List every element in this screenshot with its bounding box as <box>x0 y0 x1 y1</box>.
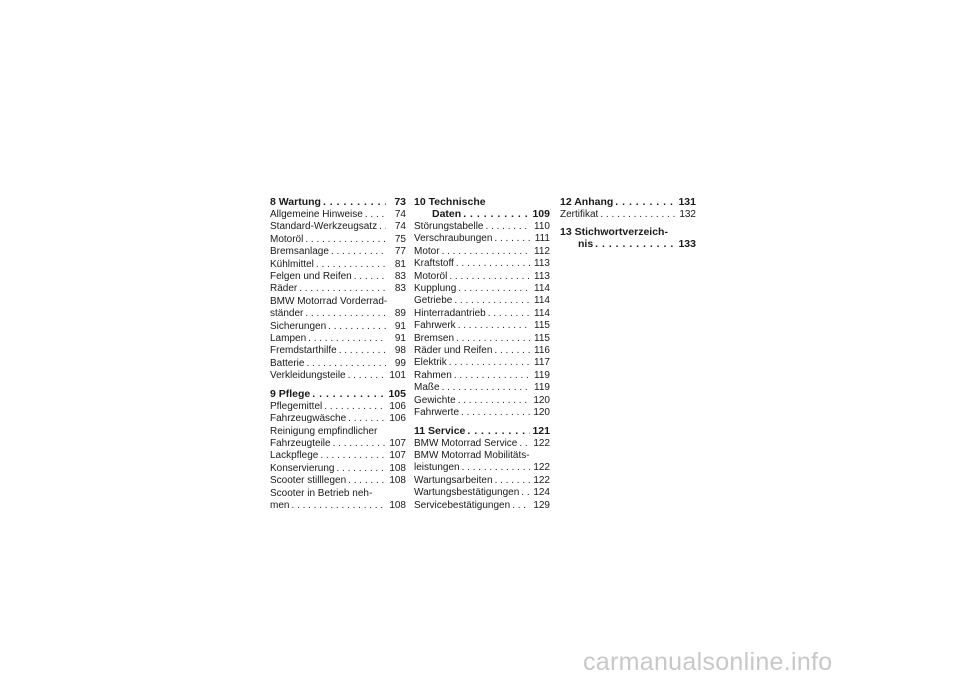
toc-label: Störungstabelle <box>414 221 484 232</box>
toc-entry[interactable] <box>414 475 550 487</box>
toc-entry[interactable] <box>414 271 550 283</box>
toc-leader-dots <box>600 209 676 221</box>
toc-leader-dots <box>467 425 530 437</box>
toc-entry[interactable] <box>270 488 406 513</box>
toc-entry[interactable] <box>414 283 550 295</box>
toc-leader-dots <box>512 500 530 512</box>
toc-leader-dots <box>463 208 530 220</box>
toc-row <box>270 221 406 233</box>
toc-row <box>414 407 550 419</box>
toc-leader-dots <box>442 246 530 258</box>
toc-entry[interactable] <box>414 221 550 233</box>
toc-row <box>270 450 406 462</box>
toc-entry[interactable] <box>270 321 406 333</box>
toc-label: Fahrzeugwäsche <box>270 413 347 425</box>
toc-row <box>414 283 550 295</box>
toc-leader-dots <box>324 401 386 413</box>
toc-page-number: 83 <box>394 271 406 283</box>
toc-entry[interactable] <box>270 463 406 475</box>
toc-label: Fahrzeugteile <box>270 437 331 449</box>
toc-row <box>414 370 550 382</box>
toc-page-number: 108 <box>389 499 406 511</box>
toc-entry[interactable] <box>270 475 406 487</box>
toc-label: 11 Service <box>414 424 466 437</box>
toc-leader-dots <box>331 246 386 258</box>
toc-page-number: 113 <box>534 258 550 270</box>
toc-section[interactable] <box>270 196 406 208</box>
toc-label: Zertifikat <box>560 209 599 220</box>
toc-label: leistungen <box>414 462 460 474</box>
toc-label: ständer <box>270 308 304 320</box>
toc-label: Motoröl <box>414 270 448 282</box>
toc-label: Hinterradantrieb <box>414 307 486 319</box>
toc-page-number: 109 <box>532 208 550 220</box>
toc-page-number: 122 <box>533 437 550 449</box>
toc-entry-line: BMW Motorrad Mobilitäts- <box>414 449 530 461</box>
toc-page-number: 114 <box>534 295 550 307</box>
toc-page-number: 106 <box>389 413 406 425</box>
toc-row <box>560 238 696 250</box>
toc-section[interactable] <box>270 388 406 400</box>
toc-label: 12 Anhang <box>560 196 614 208</box>
toc-leader-dots <box>299 283 386 295</box>
toc-entry[interactable] <box>414 258 550 270</box>
toc-page-number: 106 <box>389 400 406 412</box>
toc-page-number: 131 <box>678 196 696 208</box>
toc-label: Wartungsbestätigungen <box>414 487 520 499</box>
toc-page-number: 115 <box>534 332 550 344</box>
toc-row <box>414 382 550 394</box>
toc-entry-line: 13 Stichwortverzeich- <box>560 226 668 239</box>
toc-column-3 <box>560 196 696 251</box>
toc-leader-dots <box>615 196 676 208</box>
toc-page-number: 129 <box>533 499 550 511</box>
toc-row <box>414 333 550 345</box>
toc-row <box>414 208 550 220</box>
toc-leader-dots <box>348 370 386 382</box>
toc-label: Allgemeine Hinweise <box>270 209 363 220</box>
toc-entry[interactable] <box>414 308 550 320</box>
toc-entry[interactable] <box>414 370 550 382</box>
toc-entry[interactable] <box>270 450 406 462</box>
toc-entry[interactable] <box>270 370 406 382</box>
toc-label: Standard-Werkzeugsatz <box>270 221 378 233</box>
toc-section[interactable] <box>414 425 550 437</box>
toc-section[interactable] <box>414 196 550 220</box>
toc-entry[interactable] <box>414 333 550 345</box>
toc-label: Verschraubungen <box>414 233 493 245</box>
toc-page-number: 107 <box>389 450 406 462</box>
toc-page-number: 91 <box>394 320 406 332</box>
toc-row <box>270 283 406 295</box>
toc-row <box>270 401 406 413</box>
toc-page-number: 73 <box>394 196 406 208</box>
toc-row <box>270 463 406 475</box>
toc-leader-dots <box>333 438 386 450</box>
toc-page-number: 124 <box>533 487 550 499</box>
toc-label: Bremsanlage <box>270 246 329 258</box>
toc-leader-dots <box>494 345 530 357</box>
toc-label: Getriebe <box>414 295 453 307</box>
toc-row <box>270 388 406 400</box>
toc-page-number: 119 <box>534 382 550 394</box>
toc-leader-dots <box>449 357 530 369</box>
toc-label: Maße <box>414 382 440 394</box>
toc-page-number: 83 <box>394 283 406 295</box>
toc-row <box>414 271 550 283</box>
toc-label: Konservierung <box>270 462 335 474</box>
toc-leader-dots <box>323 196 386 208</box>
toc-row <box>270 209 406 221</box>
toc-label: Lampen <box>270 333 307 345</box>
toc-entry-line: Scooter in Betrieb neh- <box>270 487 373 499</box>
toc-label: Räder <box>270 283 298 295</box>
toc-leader-dots <box>305 308 386 320</box>
toc-page-number: 120 <box>533 394 550 406</box>
toc-leader-dots <box>462 462 530 474</box>
watermark-text: carmanualsonline.info <box>583 648 833 676</box>
toc-page-number: 117 <box>534 357 550 369</box>
toc-label: Elektrik <box>414 357 447 369</box>
toc-entry[interactable] <box>270 345 406 357</box>
toc-page-number: 107 <box>389 437 406 449</box>
toc-entry[interactable] <box>270 283 406 295</box>
toc-page-number: 74 <box>394 221 406 233</box>
toc-label: Servicebestätigungen <box>414 499 511 511</box>
toc-leader-dots <box>339 345 386 357</box>
toc-entry[interactable] <box>414 357 550 369</box>
toc-entry[interactable] <box>414 395 550 407</box>
toc-page-number: 112 <box>534 245 550 257</box>
toc-leader-dots <box>354 271 386 283</box>
toc-entry[interactable] <box>270 259 406 271</box>
toc-label: Kupplung <box>414 283 457 295</box>
toc-row <box>270 438 406 450</box>
toc-page-number: 133 <box>678 238 696 251</box>
toc-page-number: 132 <box>679 209 696 220</box>
toc-row <box>270 475 406 487</box>
toc-page-number: 75 <box>394 233 406 245</box>
toc-row <box>414 462 550 474</box>
toc-page-number: 121 <box>532 424 550 437</box>
toc-leader-dots <box>306 358 386 370</box>
toc-entry[interactable] <box>270 413 406 425</box>
toc-page-number: 111 <box>534 233 550 245</box>
toc-entry[interactable] <box>270 209 406 221</box>
toc-page-number: 113 <box>534 270 550 282</box>
toc-row <box>414 425 550 437</box>
toc-row <box>414 233 550 245</box>
toc-entry[interactable] <box>414 233 550 245</box>
toc-entry[interactable] <box>270 358 406 370</box>
toc-row <box>414 345 550 357</box>
toc-row <box>270 345 406 357</box>
toc-leader-dots <box>521 487 530 499</box>
toc-row <box>414 475 550 487</box>
toc-label: Verkleidungsteile <box>270 370 346 382</box>
toc-entry[interactable] <box>270 234 406 246</box>
toc-row <box>270 321 406 333</box>
toc-leader-dots <box>495 475 530 487</box>
toc-page-number: 81 <box>394 258 406 270</box>
toc-page-number: 114 <box>534 307 550 319</box>
toc-entry[interactable] <box>414 487 550 499</box>
toc-page-number: 105 <box>388 387 406 400</box>
toc-leader-dots <box>348 475 386 487</box>
toc-page-number: 99 <box>394 357 406 369</box>
toc-row <box>270 259 406 271</box>
toc-entry[interactable] <box>414 320 550 332</box>
toc-row <box>270 358 406 370</box>
toc-leader-dots <box>458 320 530 332</box>
toc-leader-dots <box>458 283 530 295</box>
toc-leader-dots <box>365 209 386 221</box>
toc-row <box>414 246 550 258</box>
toc-row <box>270 271 406 283</box>
toc-label: Sicherungen <box>270 320 327 332</box>
toc-page-number: 77 <box>394 246 406 258</box>
toc-label: Felgen und Reifen <box>270 271 352 283</box>
toc-row <box>414 295 550 307</box>
toc-row <box>414 487 550 499</box>
toc-page-number: 108 <box>389 475 406 487</box>
toc-entry[interactable] <box>414 500 550 512</box>
toc-entry[interactable] <box>414 295 550 307</box>
toc-page-number: 120 <box>533 407 550 419</box>
toc-page-number: 115 <box>534 320 550 332</box>
toc-label: Motoröl <box>270 233 304 245</box>
toc-page-number: 98 <box>394 345 406 357</box>
toc-label: Batterie <box>270 357 305 369</box>
toc-row <box>414 221 550 233</box>
toc-label: 9 Pflege <box>270 387 311 400</box>
toc-leader-dots <box>458 395 530 407</box>
toc-leader-dots <box>461 407 530 419</box>
toc-leader-dots <box>454 370 530 382</box>
toc-page-number: 116 <box>534 345 550 357</box>
toc-page-number: 74 <box>394 209 406 220</box>
toc-page-number: 122 <box>533 474 550 486</box>
toc-entry[interactable] <box>414 438 550 450</box>
toc-label: Motor <box>414 245 440 257</box>
toc-entry-line: BMW Motorrad Vorderrad- <box>270 295 388 307</box>
toc-row <box>270 234 406 246</box>
toc-page-number: 110 <box>534 221 550 232</box>
toc-row <box>270 308 406 320</box>
toc-entry[interactable] <box>414 407 550 419</box>
toc-leader-dots <box>379 221 386 233</box>
toc-leader-dots <box>449 271 530 283</box>
toc-column-2 <box>414 196 550 512</box>
toc-row <box>414 320 550 332</box>
toc-leader-dots <box>486 221 531 233</box>
toc-section[interactable] <box>560 226 696 250</box>
toc-entry-line: 10 Technische <box>414 196 486 208</box>
toc-leader-dots <box>348 413 386 425</box>
toc-leader-dots <box>312 388 386 400</box>
toc-row <box>414 308 550 320</box>
toc-page-number: 108 <box>389 462 406 474</box>
toc-row <box>414 500 550 512</box>
toc-row <box>414 395 550 407</box>
toc-row <box>270 370 406 382</box>
toc-leader-dots <box>328 321 386 333</box>
toc-label: BMW Motorrad Service <box>414 437 518 449</box>
toc-row <box>560 196 696 208</box>
toc-label: Kühlmittel <box>270 258 314 270</box>
toc-leader-dots <box>320 450 386 462</box>
toc-row <box>270 196 406 208</box>
toc-entry[interactable] <box>414 345 550 357</box>
toc-entry[interactable] <box>560 209 696 221</box>
toc-row <box>270 413 406 425</box>
toc-page-number: 122 <box>533 462 550 474</box>
toc-leader-dots <box>442 382 530 394</box>
toc-column-1 <box>270 196 406 512</box>
toc-label: Wartungsarbeiten <box>414 474 493 486</box>
toc-section[interactable] <box>560 196 696 208</box>
toc-label: Gewichte <box>414 394 456 406</box>
toc-label: Rahmen <box>414 369 452 381</box>
toc-label: Bremsen <box>414 332 455 344</box>
toc-leader-dots <box>291 500 386 512</box>
toc-entry[interactable] <box>270 271 406 283</box>
toc-leader-dots <box>305 234 386 246</box>
toc-page-number: 101 <box>389 370 406 382</box>
toc-label: men <box>270 499 290 511</box>
toc-label: Fahrwerk <box>414 320 456 332</box>
toc-row <box>270 246 406 258</box>
toc-row <box>414 438 550 450</box>
toc-entry[interactable] <box>270 296 406 321</box>
toc-label: Pflegemittel <box>270 400 323 412</box>
toc-leader-dots <box>308 333 386 345</box>
toc-page-number: 119 <box>534 369 550 381</box>
toc-label: Daten <box>432 208 462 220</box>
toc-entry[interactable] <box>270 426 406 451</box>
toc-leader-dots <box>456 333 530 345</box>
toc-entry-line: Reinigung empfindlicher <box>270 425 378 437</box>
toc-leader-dots <box>595 238 676 250</box>
toc-entry[interactable] <box>414 246 550 258</box>
toc-entry[interactable] <box>270 333 406 345</box>
toc-label: Kraftstoff <box>414 258 454 270</box>
toc-row <box>560 209 696 221</box>
toc-label: Räder und Reifen <box>414 345 493 357</box>
toc-entry[interactable] <box>414 450 550 475</box>
toc-entry[interactable] <box>270 246 406 258</box>
toc-entry[interactable] <box>270 221 406 233</box>
toc-label: Lackpflege <box>270 450 319 462</box>
toc-row <box>270 333 406 345</box>
toc-page-number: 91 <box>394 333 406 345</box>
toc-leader-dots <box>456 258 530 270</box>
toc-label: Scooter stilllegen <box>270 475 347 487</box>
toc-entry[interactable] <box>414 382 550 394</box>
toc-leader-dots <box>494 233 530 245</box>
toc-leader-dots <box>336 463 386 475</box>
toc-label: Fahrwerte <box>414 407 460 419</box>
toc-leader-dots <box>316 259 386 271</box>
toc-page-number: 114 <box>534 283 550 295</box>
toc-label: Fremdstarthilfe <box>270 345 337 357</box>
toc-leader-dots <box>488 308 530 320</box>
toc-leader-dots <box>454 295 530 307</box>
toc-page-number: 89 <box>394 308 406 320</box>
toc-label: nis <box>578 238 594 251</box>
toc-label: 8 Wartung <box>270 196 321 208</box>
toc-entry[interactable] <box>270 401 406 413</box>
toc-row <box>270 500 406 512</box>
toc-row <box>414 258 550 270</box>
toc-row <box>414 357 550 369</box>
toc-leader-dots <box>519 438 530 450</box>
